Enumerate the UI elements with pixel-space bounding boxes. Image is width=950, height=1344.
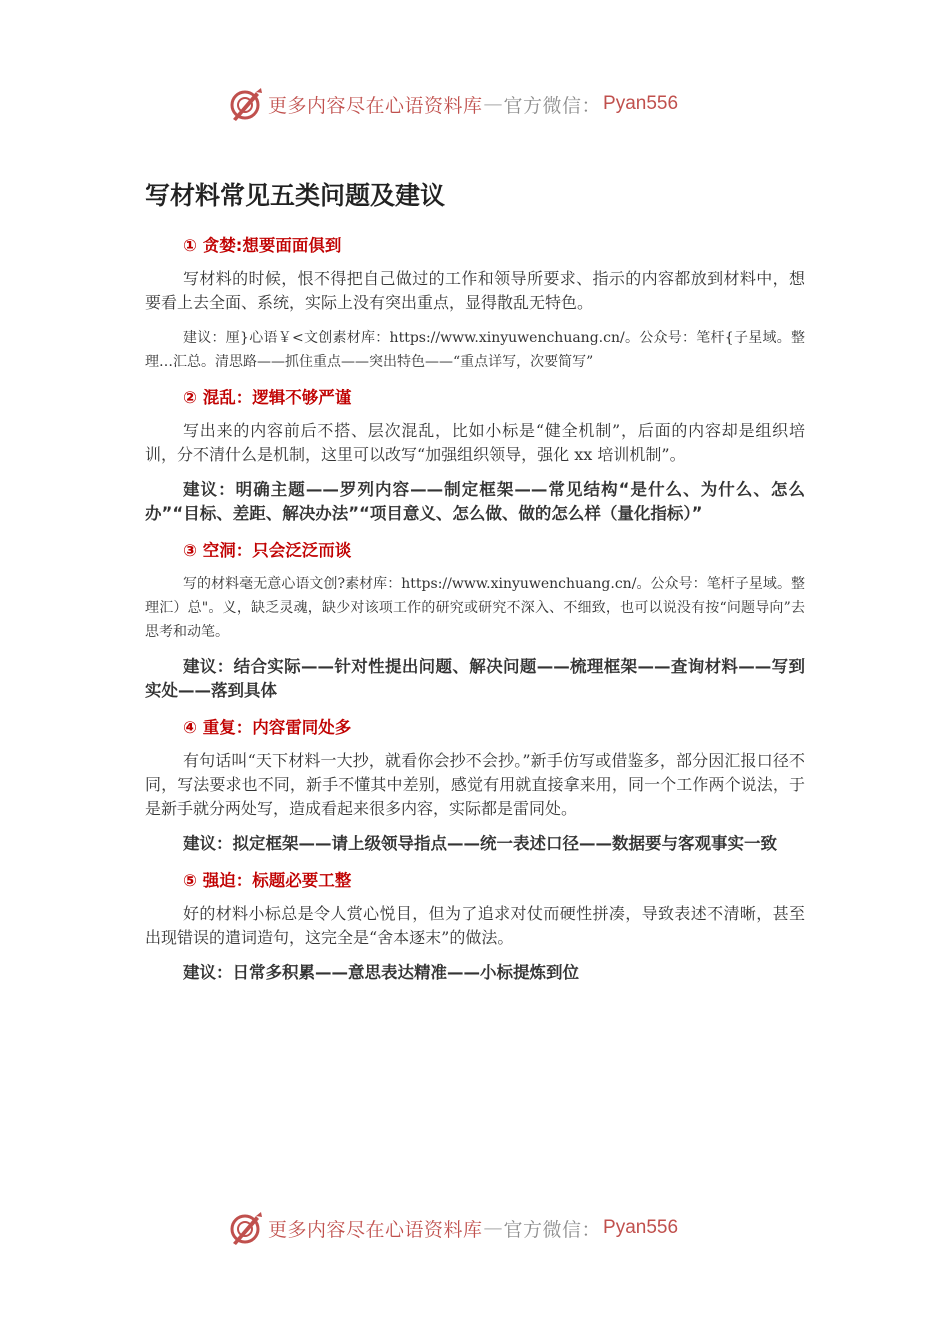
section-3-paragraph: 写的材料毫无意心语文创?素材库：https://www.xinyuwenchuang.cn/。公众号：笔杆子星域。整理汇）总"。义，缺乏灵魂，缺少对该项工作的研究或研究不深入、不细致，也可以说没有按“问题导向”去思考和动笔。: [145, 576, 805, 640]
footer-sub-text: 官方微信：: [503, 1218, 602, 1241]
section-4-heading: ④ 重复：内容雷同处多: [183, 718, 352, 737]
pen-logo-icon: [228, 1210, 264, 1246]
section-2-heading: ② 混乱：逻辑不够严谨: [183, 388, 352, 407]
footer-separator: —: [483, 1217, 503, 1239]
banner-separator: —: [483, 93, 503, 115]
section-3-advice: 建议：结合实际——针对性提出问题、解决问题——梳理框架——查询材料——写到实处——落到具体: [145, 657, 805, 700]
section-1-heading: ① 贪婪:想要面面俱到: [183, 236, 342, 255]
section-4-advice: 建议：拟定框架——请上级领导指点——统一表述口径——数据要与客观事实一致: [183, 834, 777, 853]
footer-banner: [0, 1208, 950, 1248]
banner-content: [228, 84, 678, 124]
footer-banner-content: [228, 1208, 678, 1248]
section-3-heading: ③ 空洞：只会泛泛而谈: [183, 541, 352, 560]
section-4-paragraph: 有句话叫“天下材料一大抄，就看你会抄不会抄。”新手仿写或借鉴多，部分因汇报口径不同，写法要求也不同，新手不懂其中差别，感觉有用就直接拿来用，同一个工作两个说法，于是新手就分两处写，造成看起来很多内容，实际都是雷同处。: [145, 751, 805, 818]
pen-logo-icon: [228, 86, 264, 122]
header-banner: [0, 84, 950, 124]
section-5-advice: 建议：日常多积累——意思表达精准——小标提炼到位: [183, 963, 579, 982]
section-2-advice: 建议：明确主题——罗列内容——制定框架——常见结构“是什么、为什么、怎么办”“目标、差距、解决办法”“项目意义、怎么做、做的怎么样（量化指标）”: [145, 480, 805, 523]
section-1-advice-note: 建议：厘}心语￥<文创素材库：https://www.xinyuwenchuang.cn/。公众号：笔杆{子星域。整理…汇总。清思路——抓住重点——突出特色——“重点详写，次要简写”: [145, 330, 805, 370]
document-title: 写材料常见五类问题及建议: [145, 181, 446, 210]
section-1-paragraph: 写材料的时候，恨不得把自己做过的工作和领导所要求、指示的内容都放到材料中，想要看上去全面、系统，实际上没有突出重点，显得散乱无特色。: [145, 269, 805, 312]
banner-wechat-id: Pyan556: [603, 93, 679, 114]
section-2-paragraph: 写出来的内容前后不搭、层次混乱，比如小标是“健全机制”，后面的内容却是组织培训，分不清什么是机制，这里可以改写“加强组织领导，强化 xx 培训机制”。: [145, 421, 805, 464]
section-5-paragraph: 好的材料小标总是令人赏心悦目，但为了追求对仗而硬性拼凑，导致表述不清晰，甚至出现错误的遣词造句，这完全是“舍本逐末”的做法。: [145, 904, 805, 947]
footer-main-text: 更多内容尽在心语资料库: [268, 1218, 483, 1241]
banner-sub-text: 官方微信：: [503, 94, 602, 117]
section-5-heading: ⑤ 强迫：标题必要工整: [183, 871, 352, 890]
banner-main-text: 更多内容尽在心语资料库: [268, 94, 483, 117]
footer-wechat-id: Pyan556: [603, 1217, 679, 1238]
document-body: [145, 176, 805, 997]
